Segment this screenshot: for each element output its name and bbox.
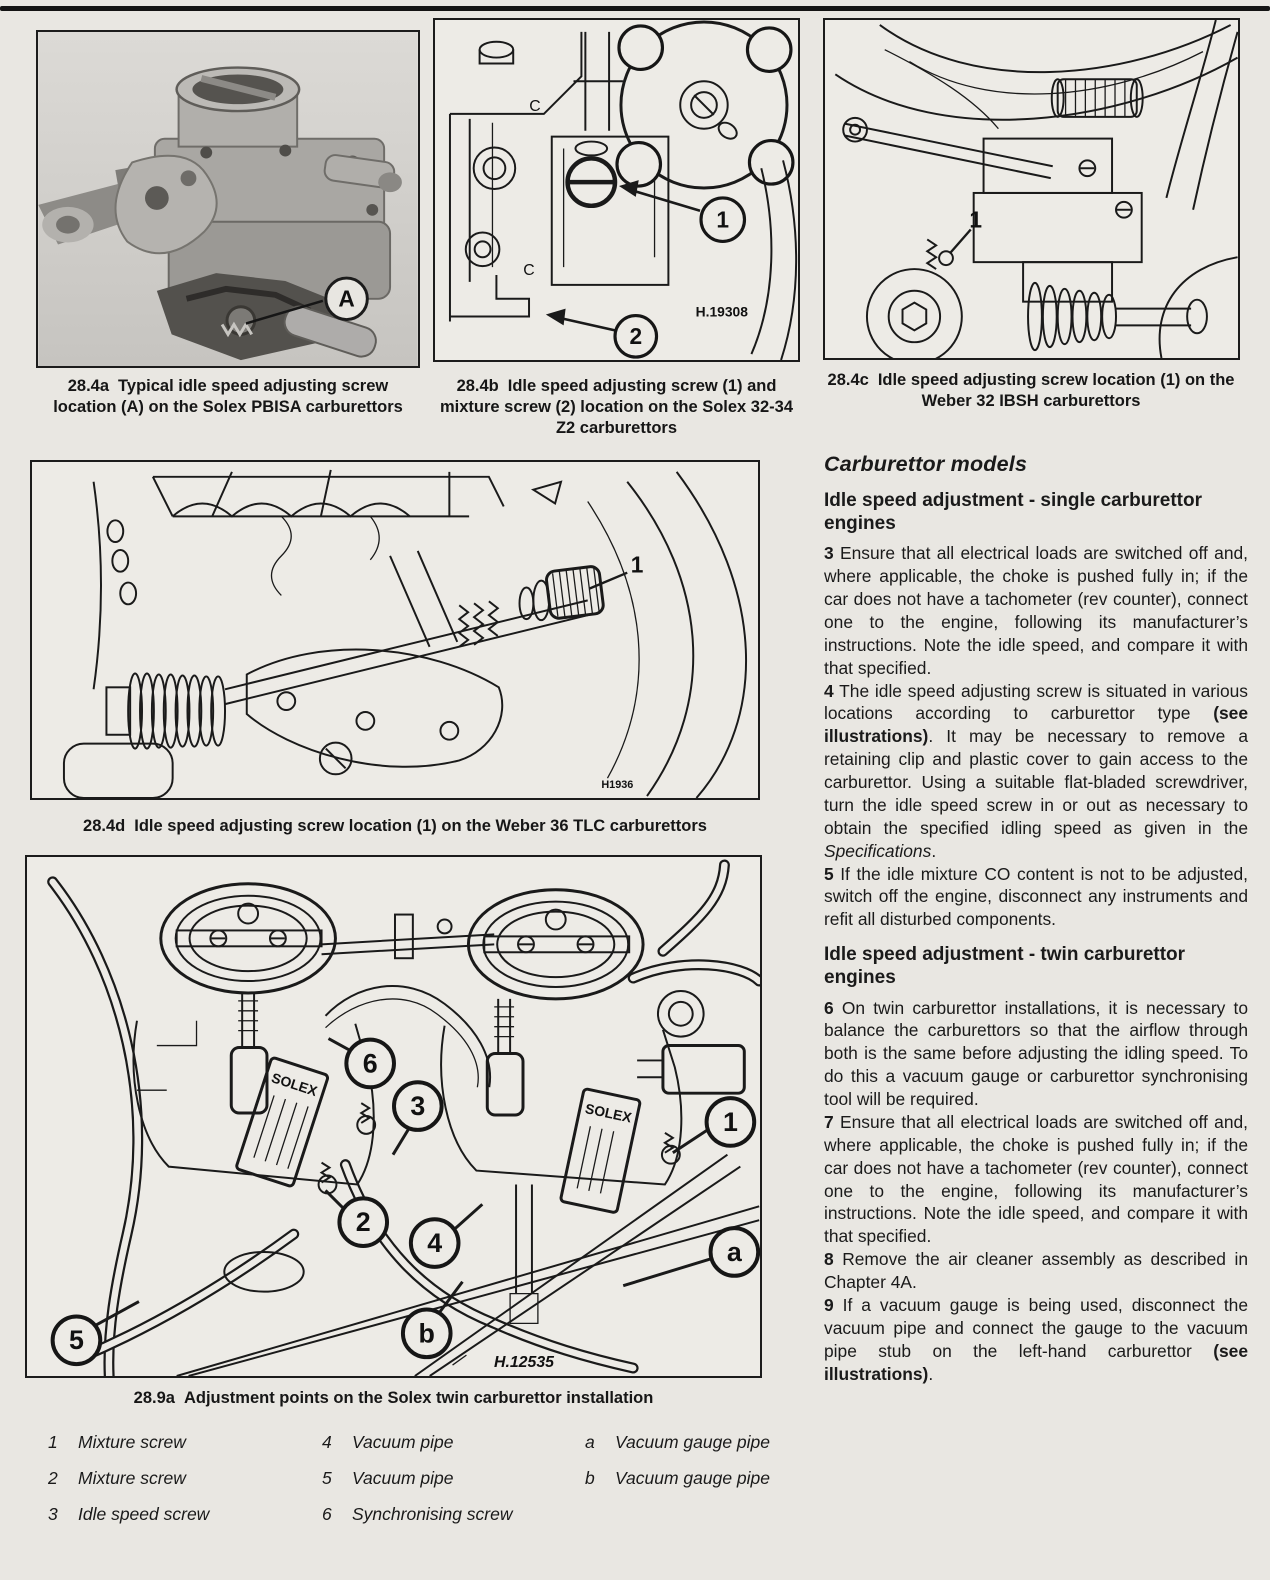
figure-28-4c-illustration xyxy=(825,20,1238,358)
paragraph-7: 7 Ensure that all electrical loads are switched off and, where applicable, the choke is pushed fully in; if the car does not have a tachometer (rev counter), connect one to the engine, following its manufacturer’s instructions. Note the idle speed, and compare it with that specified. xyxy=(824,1111,1248,1247)
figure-28-4d-refcode: H1936 xyxy=(601,779,634,792)
caption-28-4a-text: Typical idle speed adjusting screw location (A) on the Solex PBISA carburettors xyxy=(53,377,403,416)
caption-28-4b xyxy=(433,376,800,439)
caption-28-4c xyxy=(816,370,1246,412)
caption-28-4b-number: 28.4b xyxy=(456,377,499,395)
caption-28-4a-number: 28.4a xyxy=(67,377,110,395)
legend-column-1 xyxy=(48,1424,209,1532)
legend-item: 6 Synchronising screw xyxy=(322,1504,513,1524)
legend-column-3 xyxy=(585,1424,770,1496)
caption-28-4c-number: 28.4c xyxy=(827,371,869,389)
callout-5-label: 5 xyxy=(68,1325,84,1356)
callout-6-label: 6 xyxy=(362,1048,378,1079)
legend-item: 1 Mixture screw xyxy=(48,1432,186,1452)
callout-1-leader xyxy=(631,190,700,211)
legend-item: 2 Mixture screw xyxy=(48,1468,186,1488)
callout-b-label: b xyxy=(418,1318,435,1349)
legend-item: 4 Vacuum pipe xyxy=(322,1432,454,1452)
legend-column-2 xyxy=(322,1424,512,1532)
paragraph-4: 4 The idle speed adjusting screw is situated in various locations according to carburettor type (see illustrations). It may be necessary to remove a retaining clip and plastic cover to gain access to the carburettor. Using a suitable flat-bladed screwdriver, turn the idle speed screw in or out as necessary to obtain the specified idling speed as given in the Specifications. xyxy=(824,680,1248,861)
callout-3-label: 3 xyxy=(410,1091,426,1122)
solex-brand-right: SOLEX xyxy=(583,1100,634,1126)
paragraph-6: 6 On twin carburettor installations, it is necessary to balance the carburettors so that the airflow through both is the same before adjusting the idling speed. To do this a vacuum gauge or carburettor synchronising tool will be required. xyxy=(824,997,1248,1110)
legend-item: 5 Vacuum pipe xyxy=(322,1468,454,1488)
legend-item: 3 Idle speed screw xyxy=(48,1504,210,1524)
caption-28-4d xyxy=(30,816,760,837)
section-heading-single: Idle speed adjustment - single carburettor engines xyxy=(824,490,1202,535)
figure-28-4a-illustration xyxy=(38,32,418,366)
figure-28-4b-refcode: H.19308 xyxy=(695,303,748,320)
figure-28-4d-box xyxy=(30,460,760,800)
callout-2-label: 2 xyxy=(629,323,643,350)
callout-4-label: 4 xyxy=(427,1227,443,1258)
caption-28-4b-text: Idle speed adjusting screw (1) and mixture screw (2) location on the Solex 32-34 Z2 carburettors xyxy=(439,377,794,437)
article-title: Carburettor models xyxy=(824,452,1028,476)
caption-28-9a-text: Adjustment points on the Solex twin carburettor installation xyxy=(183,1389,654,1407)
callout-1-label: 1 xyxy=(630,551,644,578)
paragraph-9: 9 If a vacuum gauge is being used, disconnect the vacuum pipe and connect the gauge to the vacuum pipe stub on the left-hand carburettor (see illustrations). xyxy=(824,1294,1248,1384)
page-top-rule xyxy=(0,6,1270,11)
figure-28-9a-refcode: H.12535 xyxy=(494,1354,554,1372)
figure-28-4c-box xyxy=(823,18,1240,360)
callout-2-leader xyxy=(558,318,615,331)
figure-28-4d-illustration xyxy=(32,462,758,798)
solex-brand-left: SOLEX xyxy=(269,1069,320,1100)
paragraph-8: 8 Remove the air cleaner assembly as described in Chapter 4A. xyxy=(824,1249,1248,1293)
caption-28-9a-number: 28.9a xyxy=(133,1389,175,1407)
callout-2-label: 2 xyxy=(355,1207,371,1238)
caption-28-4a xyxy=(36,376,420,418)
caption-28-4c-text: Idle speed adjusting screw location (1) on the Weber 32 IBSH carburettors xyxy=(877,371,1235,410)
figure-28-9a-box xyxy=(25,855,762,1378)
callout-1-label: 1 xyxy=(716,206,730,233)
figure-28-4b-box xyxy=(433,18,800,362)
legend-item: b Vacuum gauge pipe xyxy=(585,1468,771,1488)
figure-28-4a-box xyxy=(36,30,420,368)
section-heading-twin: Idle speed adjustment - twin carburettor engines xyxy=(824,944,1186,989)
figure-28-9a-illustration xyxy=(27,857,760,1376)
figure-28-4b-illustration xyxy=(435,20,798,360)
legend-item: a Vacuum gauge pipe xyxy=(585,1432,771,1452)
drawing-letter-c2: C xyxy=(523,262,535,280)
paragraph-3: 3 Ensure that all electrical loads are switched off and, where applicable, the choke is pushed fully in; if the car does not have a tachometer (rev counter), connect one to the engine, following its manufacturer’s instructions. Note the idle speed, and compare it with that specified. xyxy=(824,543,1248,678)
caption-28-4d-text: Idle speed adjusting screw location (1) on the Weber 36 TLC carburettors xyxy=(134,817,707,835)
caption-28-9a xyxy=(25,1388,762,1409)
callout-a-label: A xyxy=(338,285,355,312)
drawing-letter-c1: C xyxy=(529,97,541,115)
callout-a-label: a xyxy=(726,1236,742,1267)
callout-1-label: 1 xyxy=(969,206,982,233)
callout-1-label: 1 xyxy=(722,1106,738,1137)
caption-28-4d-number: 28.4d xyxy=(83,817,126,835)
callout-1-leader xyxy=(950,230,971,254)
paragraph-5: 5 If the idle mixture CO content is not to be adjusted, switch off the engine, disconnect any instruments and refit all disturbed components. xyxy=(824,863,1248,930)
article-column xyxy=(824,452,1248,1385)
